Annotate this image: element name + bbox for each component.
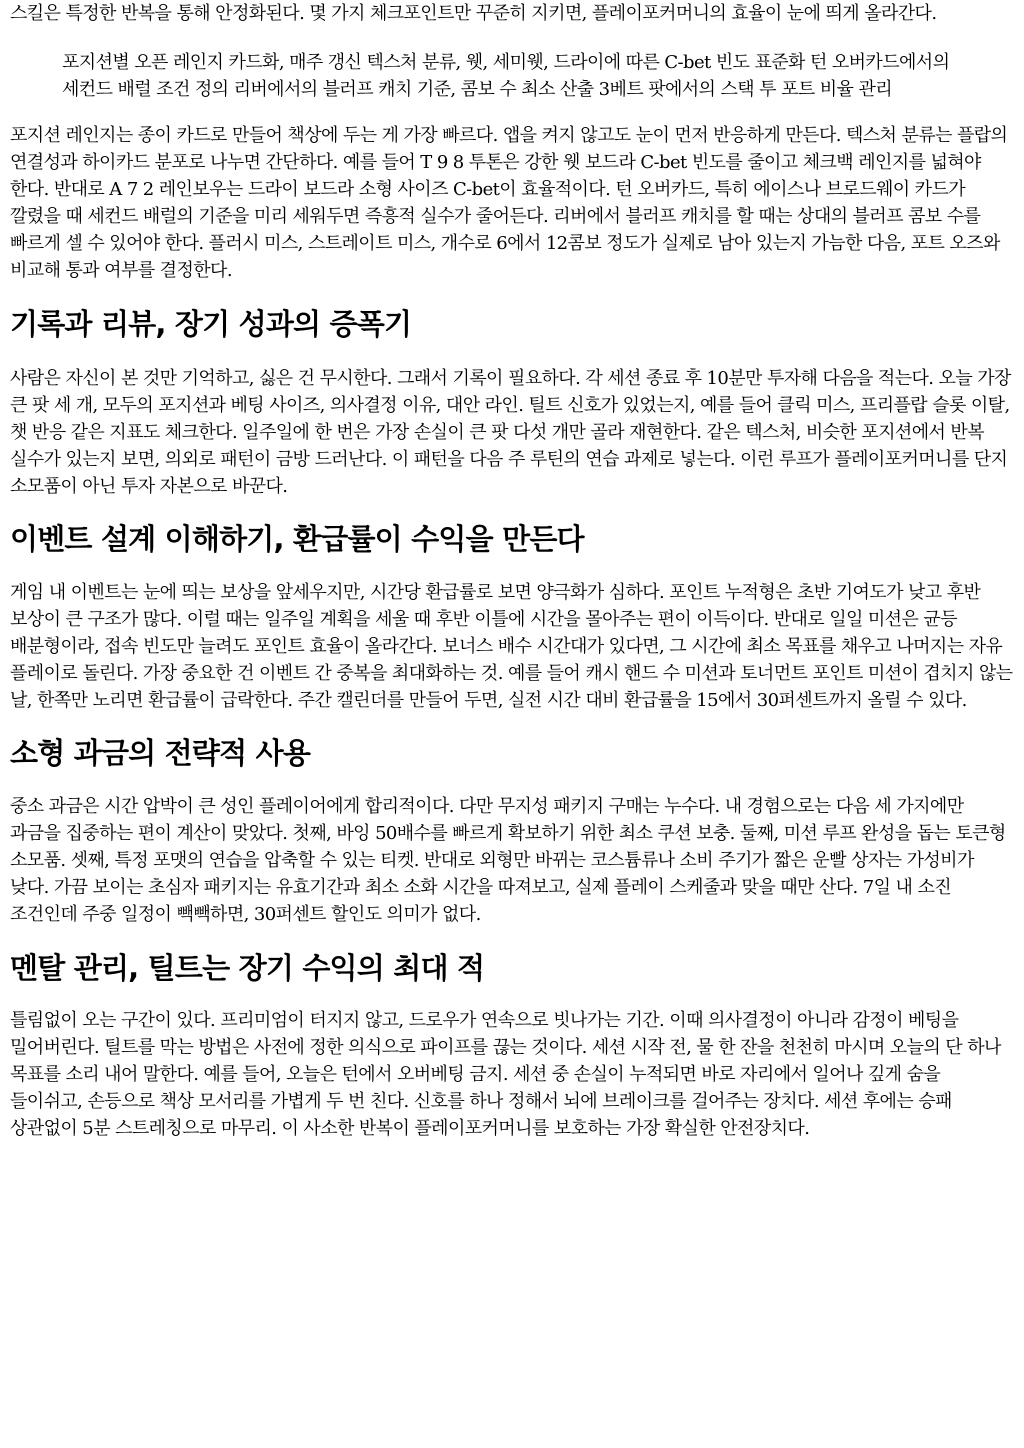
event-design-paragraph: 게임 내 이벤트는 눈에 띄는 보상을 앞세우지만, 시간당 환급률로 보면 양극화가 심하다. 포인트 누적형은 초반 기여도가 낮고 후반 보상이 큰 구조가 많다. 이럴 때는 일주일 계획을 세울 때 후반 이틀에 시간을 몰아주는 편이 이득이다. 반대로 일일 미션은 균등 배분형이라, 접속 빈도만 늘려도 포인트 효율이 올라간다. 보너스 배수 시간대가 있다면, 그 시간에 최소 목표를 채우고 나머지는 자유 플레이로 돌린다. 가장 중요한 건 이벤트 간 중복을 최대화하는 것. 예를 들어 캐시 핸드 수 미션과 토너먼트 포인트 미션이 겹치지 않는 날, 한쪽만 노리면 환급률이 급락한다. 주간 캘린더를 만들어 두면, 실전 시간 대비 환급률을 15에서 30퍼센트까지 올릴 수 있다. xyxy=(10,582,1013,711)
intro-paragraph: 스킬은 특정한 반복을 통해 안정화된다. 몇 가지 체크포인트만 꾸준히 지키면, 플레이포커머니의 효율이 눈에 띄게 올라간다. xyxy=(10,3,937,24)
record-review-paragraph: 사람은 자신이 본 것만 기억하고, 싫은 건 무시한다. 그래서 기록이 필요하다. 각 세션 종료 후 10분만 투자해 다음을 적는다. 오늘 가장 큰 팟 세 개, 모두의 포지션과 베팅 사이즈, 의사결정 이유, 대안 라인. 틸트 신호가 있었는지, 예를 들어 클릭 미스, 프리플랍 슬롯 이탈, 챗 반응 같은 지표도 체크한다. 일주일에 한 번은 가장 손실이 큰 팟 다섯 개만 골라 재현한다. 같은 텍스처, 비슷한 포지션에서 반복 실수가 있는지 보면, 의외로 패턴이 금방 드러난다. 이 패턴을 다음 주 루틴의 연습 과제로 넣는다. 이런 루프가 플레이포커머니를 단지 소모품이 아닌 투자 자본으로 바꾼다. xyxy=(10,368,1011,497)
texture-paragraph: 포지션 레인지는 종이 카드로 만들어 책상에 두는 게 가장 빠르다. 앱을 켜지 않고도 눈이 먼저 반응하게 만든다. 텍스처 분류는 플랍의 연결성과 하이카드 분포로 나누면 간단하다. 예를 들어 T 9 8 투톤은 강한 웻 보드라 C-bet 빈도를 줄이고 체크백 레인지를 넓혀야 한다. 반대로 A 7 2 레인보우는 드라이 보드라 소형 사이즈 C-bet이 효율적이다. 턴 오버카드, 특히 에이스나 브로드웨이 카드가 깔렸을 때 세컨드 배럴의 기준을 미리 세워두면 즉흥적 실수가 줄어든다. 리버에서 블러프 캐치를 할 때는 상대의 블러프 콤보 수를 빠르게 셀 수 있어야 한다. 플러시 미스, 스트레이트 미스, 개수로 6에서 12콤보 정도가 실제로 남아 있는지 가늠한 다음, 포트 오즈와 비교해 통과 여부를 결정한다. xyxy=(10,125,1008,281)
mental-management-heading: 멘탈 관리, 틸트는 장기 수익의 최대 적 xyxy=(10,951,485,985)
small-payment-heading: 소형 과금의 전략적 사용 xyxy=(10,736,311,770)
checkpoint-quote-text: 포지션별 오픈 레인지 카드화, 매주 갱신 텍스처 분류, 웻, 세미웻, 드라이에 따른 C-bet 빈도 표준화 턴 오버카드에서의 세컨드 배럴 조건 정의 리버에서의 블러프 캐치 기준, 콤보 수 최소 산출 3베트 팟에서의 스택 투 포트 비율 관리 xyxy=(62,52,950,100)
record-review-heading: 기록과 리뷰, 장기 성과의 증폭기 xyxy=(10,307,412,341)
checkpoint-quote xyxy=(10,49,1014,103)
mental-management-paragraph: 틀림없이 오는 구간이 있다. 프리미엄이 터지지 않고, 드로우가 연속으로 빗나가는 기간. 이때 의사결정이 아니라 감정이 베팅을 밀어버린다. 틸트를 막는 방법은 사전에 정한 의식으로 파이프를 끊는 것이다. 세션 시작 전, 물 한 잔을 천천히 마시며 오늘의 단 하나 목표를 소리 내어 말한다. 예를 들어, 오늘은 턴에서 오버베팅 금지. 세션 중 손실이 누적되면 바로 자리에서 일어나 깊게 숨을 들이쉬고, 손등으로 책상 모서리를 가볍게 두 번 친다. 신호를 하나 정해서 뇌에 브레이크를 걸어주는 장치다. 세션 후에는 승패 상관없이 5분 스트레칭으로 마무리. 이 사소한 반복이 플레이포커머니를 보호하는 가장 확실한 안전장치다. xyxy=(10,1010,1001,1139)
event-design-heading: 이벤트 설계 이해하기, 환급률이 수익을 만든다 xyxy=(10,522,584,556)
small-payment-paragraph: 중소 과금은 시간 압박이 큰 성인 플레이어에게 합리적이다. 다만 무지성 패키지 구매는 누수다. 내 경험으로는 다음 세 가지에만 과금을 집중하는 편이 계산이 맞았다. 첫째, 바잉 50배수를 빠르게 확보하기 위한 최소 쿠션 보충. 둘째, 미션 루프 완성을 돕는 토큰형 소모품. 셋째, 특정 포맷의 연습을 압축할 수 있는 티켓. 반대로 외형만 바뀌는 코스튬류나 소비 주기가 짧은 운빨 상자는 가성비가 낮다. 가끔 보이는 초심자 패키지는 유효기간과 최소 소화 시간을 따져보고, 실제 플레이 스케줄과 맞을 때만 산다. 7일 내 소진 조건인데 주중 일정이 빽빽하면, 30퍼센트 할인도 의미가 없다. xyxy=(10,796,1006,925)
